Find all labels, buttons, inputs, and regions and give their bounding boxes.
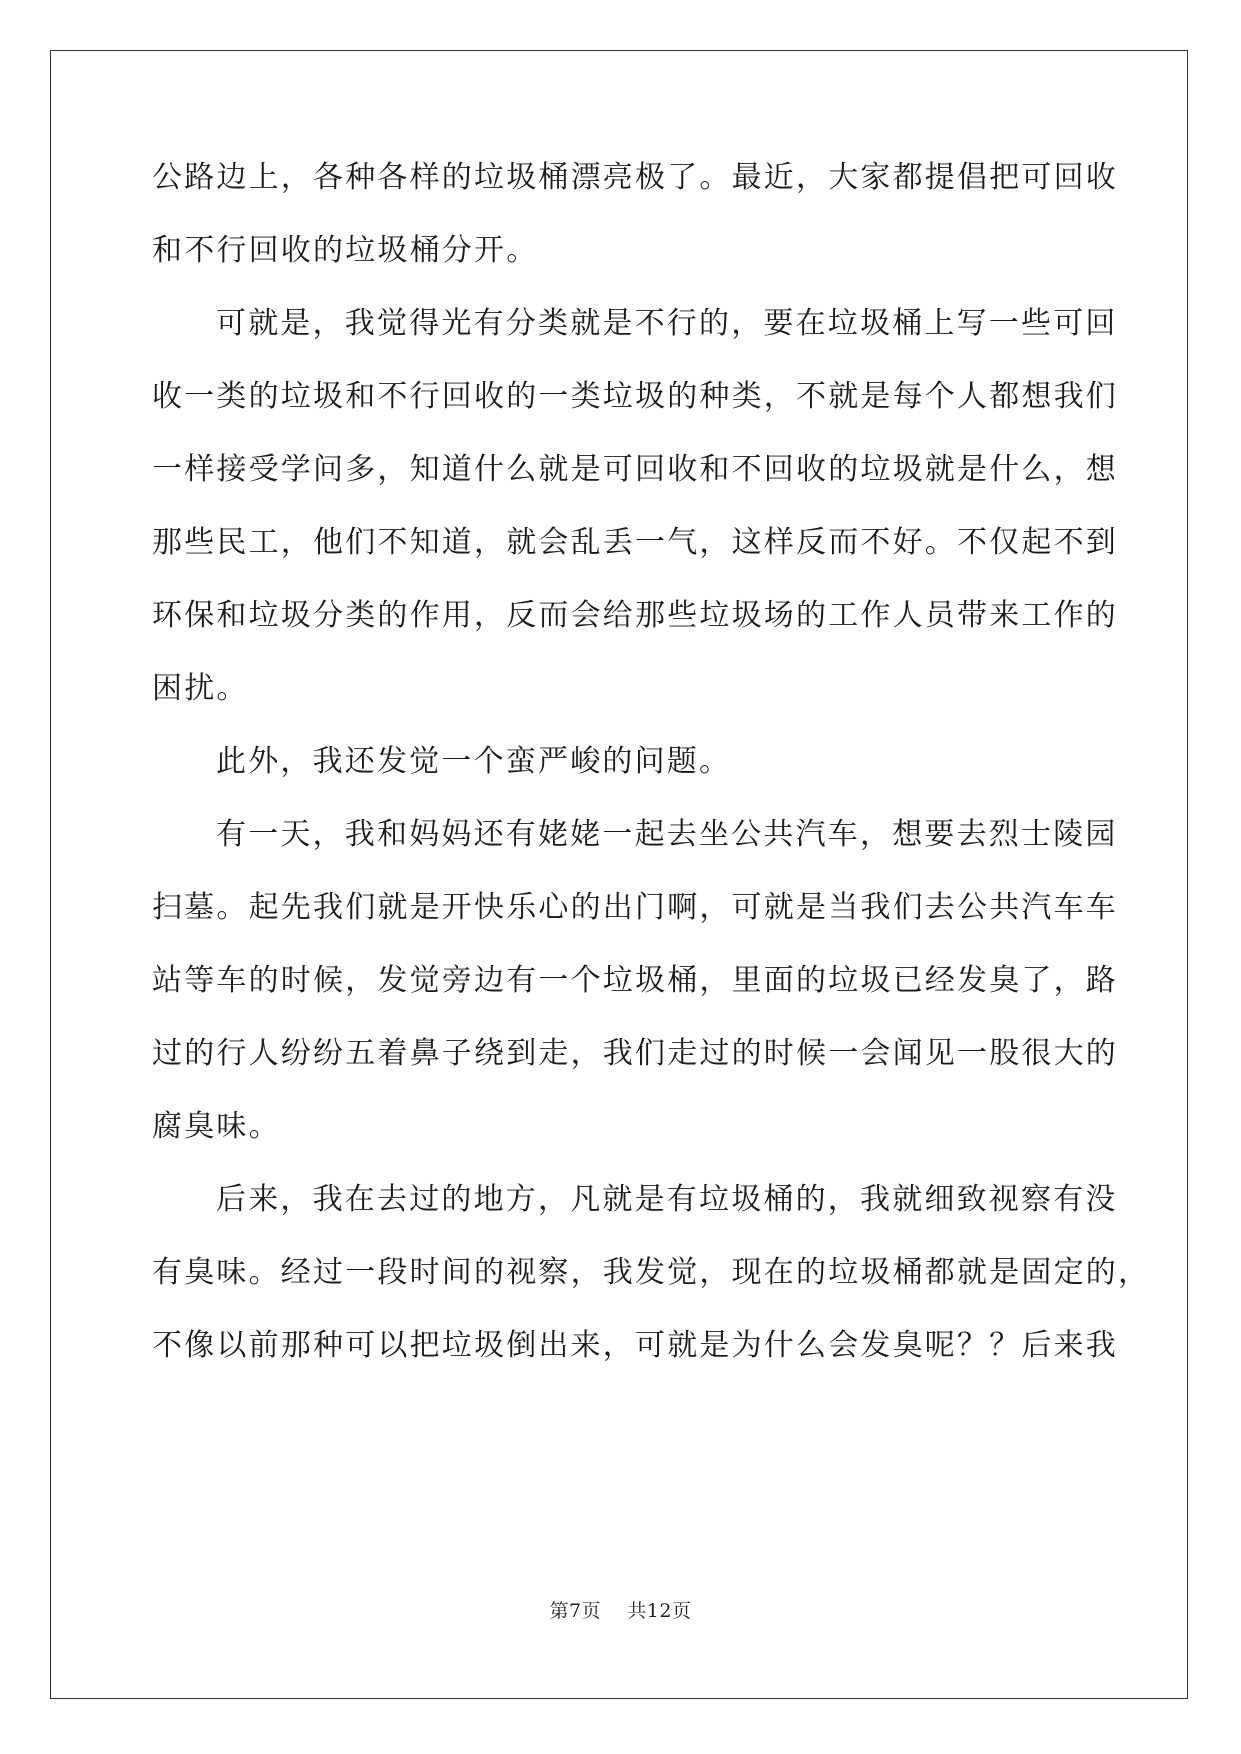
- text-line: 站等车的时候，发觉旁边有一个垃圾桶，里面的垃圾已经发臭了，路: [152, 963, 1118, 998]
- page-footer: [0, 1596, 1241, 1623]
- text-line: 腐臭味。: [152, 1109, 281, 1144]
- text-line: 可就是，我觉得光有分类就是不行的，要在垃圾桶上写一些可回: [216, 306, 1118, 341]
- page-number: 第7页: [549, 1600, 602, 1622]
- text-line: 收一类的垃圾和不行回收的一类垃圾的种类，不就是每个人都想我们: [152, 379, 1118, 414]
- text-line: 有一天，我和妈妈还有姥姥一起去坐公共汽车，想要去烈士陵园: [216, 817, 1118, 852]
- text-line: 那些民工，他们不知道，就会乱丢一气，这样反而不好。不仅起不到: [152, 525, 1118, 560]
- text-line: 公路边上，各种各样的垃圾桶漂亮极了。最近，大家都提倡把可回收: [152, 160, 1118, 195]
- text-line: 过的行人纷纷五着鼻子绕到走，我们走过的时候一会闻见一股很大的: [152, 1036, 1118, 1071]
- page-border: [50, 50, 1188, 1699]
- text-line: 不像以前那种可以把垃圾倒出来，可就是为什么会发臭呢？？后来我: [152, 1328, 1118, 1363]
- text-line: 困扰。: [152, 671, 249, 706]
- text-line: 和不行回收的垃圾桶分开。: [152, 233, 539, 268]
- text-line: 有臭味。经过一段时间的视察，我发觉，现在的垃圾桶都就是固定的，: [152, 1255, 1151, 1290]
- text-line: 后来，我在去过的地方，凡就是有垃圾桶的，我就细致视察有没: [216, 1182, 1118, 1217]
- text-line: 扫墓。起先我们就是开快乐心的出门啊，可就是当我们去公共汽车车: [152, 890, 1118, 925]
- text-line: 环保和垃圾分类的作用，反而会给那些垃圾场的工作人员带来工作的: [152, 598, 1118, 633]
- text-line: 此外，我还发觉一个蛮严峻的问题。: [216, 744, 732, 779]
- text-line: 一样接受学问多，知道什么就是可回收和不回收的垃圾就是什么，想: [152, 452, 1118, 487]
- total-pages: 共12页: [627, 1600, 692, 1622]
